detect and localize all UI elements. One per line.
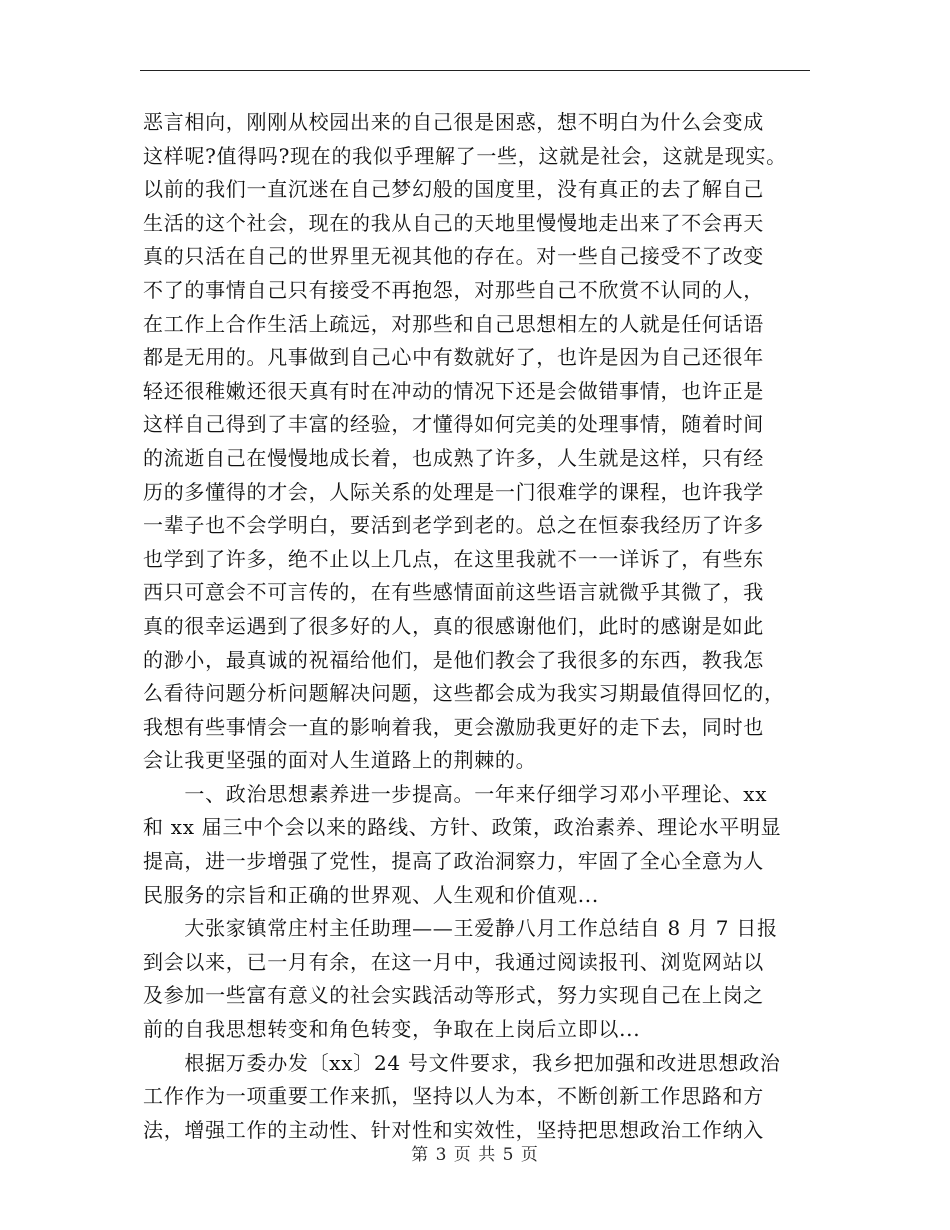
paragraph-start-line: 一、政治思想素养进一步提高。一年来仔细学习邓小平理论、xx bbox=[143, 781, 768, 806]
header-rule bbox=[140, 70, 810, 71]
text-line: 不了的事情自己只有接受不再抱怨，对那些自己不欣赏不认同的人， bbox=[143, 277, 764, 302]
text-line: 工作作为一项重要工作来抓，坚持以人为本，不断创新工作思路和方 bbox=[143, 1084, 764, 1109]
text-line: 生活的这个社会，现在的我从自己的天地里慢慢地走出来了不会再天 bbox=[143, 210, 764, 235]
text-line: 会让我更坚强的面对人生道路上的荆棘的。 bbox=[143, 748, 537, 773]
text-line: 么看待问题分析问题解决问题，这些都会成为我实习期最值得回忆的， bbox=[143, 681, 785, 706]
text-line: 这样自己得到了丰富的经验，才懂得如何完美的处理事情，随着时间 bbox=[143, 412, 764, 437]
text-line: 在工作上合作生活上疏远，对那些和自己思想相左的人就是任何话语 bbox=[143, 311, 764, 336]
text-line: 历的多懂得的才会，人际关系的处理是一门很难学的课程，也许我学 bbox=[143, 479, 764, 504]
text-line: 轻还很稚嫩还很天真有时在冲动的情况下还是会做错事情，也许正是 bbox=[143, 378, 764, 403]
text-line: 以前的我们一直沉迷在自己梦幻般的国度里，没有真正的去了解自己 bbox=[143, 177, 764, 202]
text-line: 到会以来，已一月有余，在这一月中，我通过阅读报刊、浏览网站以 bbox=[143, 949, 764, 974]
text-line: 提高，进一步增强了党性，提高了政治洞察力，牢固了全心全意为人 bbox=[143, 849, 764, 874]
text-line: 一辈子也不会学明白，要活到老学到老的。总之在恒泰我经历了许多 bbox=[143, 513, 764, 538]
text-line: 真的很幸运遇到了很多好的人，真的很感谢他们，此时的感谢是如此 bbox=[143, 613, 764, 638]
text-line: 恶言相向，刚刚从校园出来的自己很是困惑，想不明白为什么会变成 bbox=[143, 110, 764, 134]
paragraph-start-line: 大张家镇常庄村主任助理——王爱静八月工作总结自 8 月 7 日报 bbox=[143, 916, 778, 941]
text-line: 西只可意会不可言传的，在有些感情面前这些语言就微乎其微了，我 bbox=[143, 580, 764, 605]
text-line: 这样呢?值得吗?现在的我似乎理解了一些，这就是社会，这就是现实。 bbox=[143, 143, 787, 168]
text-line: 我想有些事情会一直的影响着我，更会激励我更好的走下去，同时也 bbox=[143, 714, 764, 739]
text-line: 和 xx 届三中个会以来的路线、方针、政策，政治素养、理论水平明显 bbox=[143, 815, 782, 840]
page-number-footer: 第 3 页 共 5 页 bbox=[411, 1145, 539, 1165]
text-line: 的流逝自己在慢慢地成长着，也成熟了许多，人生就是这样，只有经 bbox=[143, 445, 764, 470]
text-line: 都是无用的。凡事做到自己心中有数就好了，也许是因为自己还很年 bbox=[143, 345, 764, 370]
text-line: 的渺小，最真诚的祝福给他们，是他们教会了我很多的东西，教我怎 bbox=[143, 647, 764, 672]
text-line: 民服务的宗旨和正确的世界观、人生观和价值观... bbox=[143, 882, 599, 907]
paragraph-start-line: 根据万委办发〔xx〕24 号文件要求，我乡把加强和改进思想政治 bbox=[143, 1050, 781, 1075]
text-line: 及参加一些富有意义的社会实践活动等形式，努力实现自己在上岗之 bbox=[143, 983, 764, 1008]
document-body bbox=[143, 106, 813, 1147]
text-line: 法，增强工作的主动性、针对性和实效性，坚持把思想政治工作纳入 bbox=[143, 1117, 764, 1142]
text-line: 真的只活在自己的世界里无视其他的存在。对一些自己接受不了改变 bbox=[143, 244, 764, 269]
text-line: 前的自我思想转变和角色转变，争取在上岗后立即以... bbox=[143, 1017, 641, 1042]
text-line: 也学到了许多，绝不止以上几点，在这里我就不一一详诉了，有些东 bbox=[143, 546, 764, 571]
